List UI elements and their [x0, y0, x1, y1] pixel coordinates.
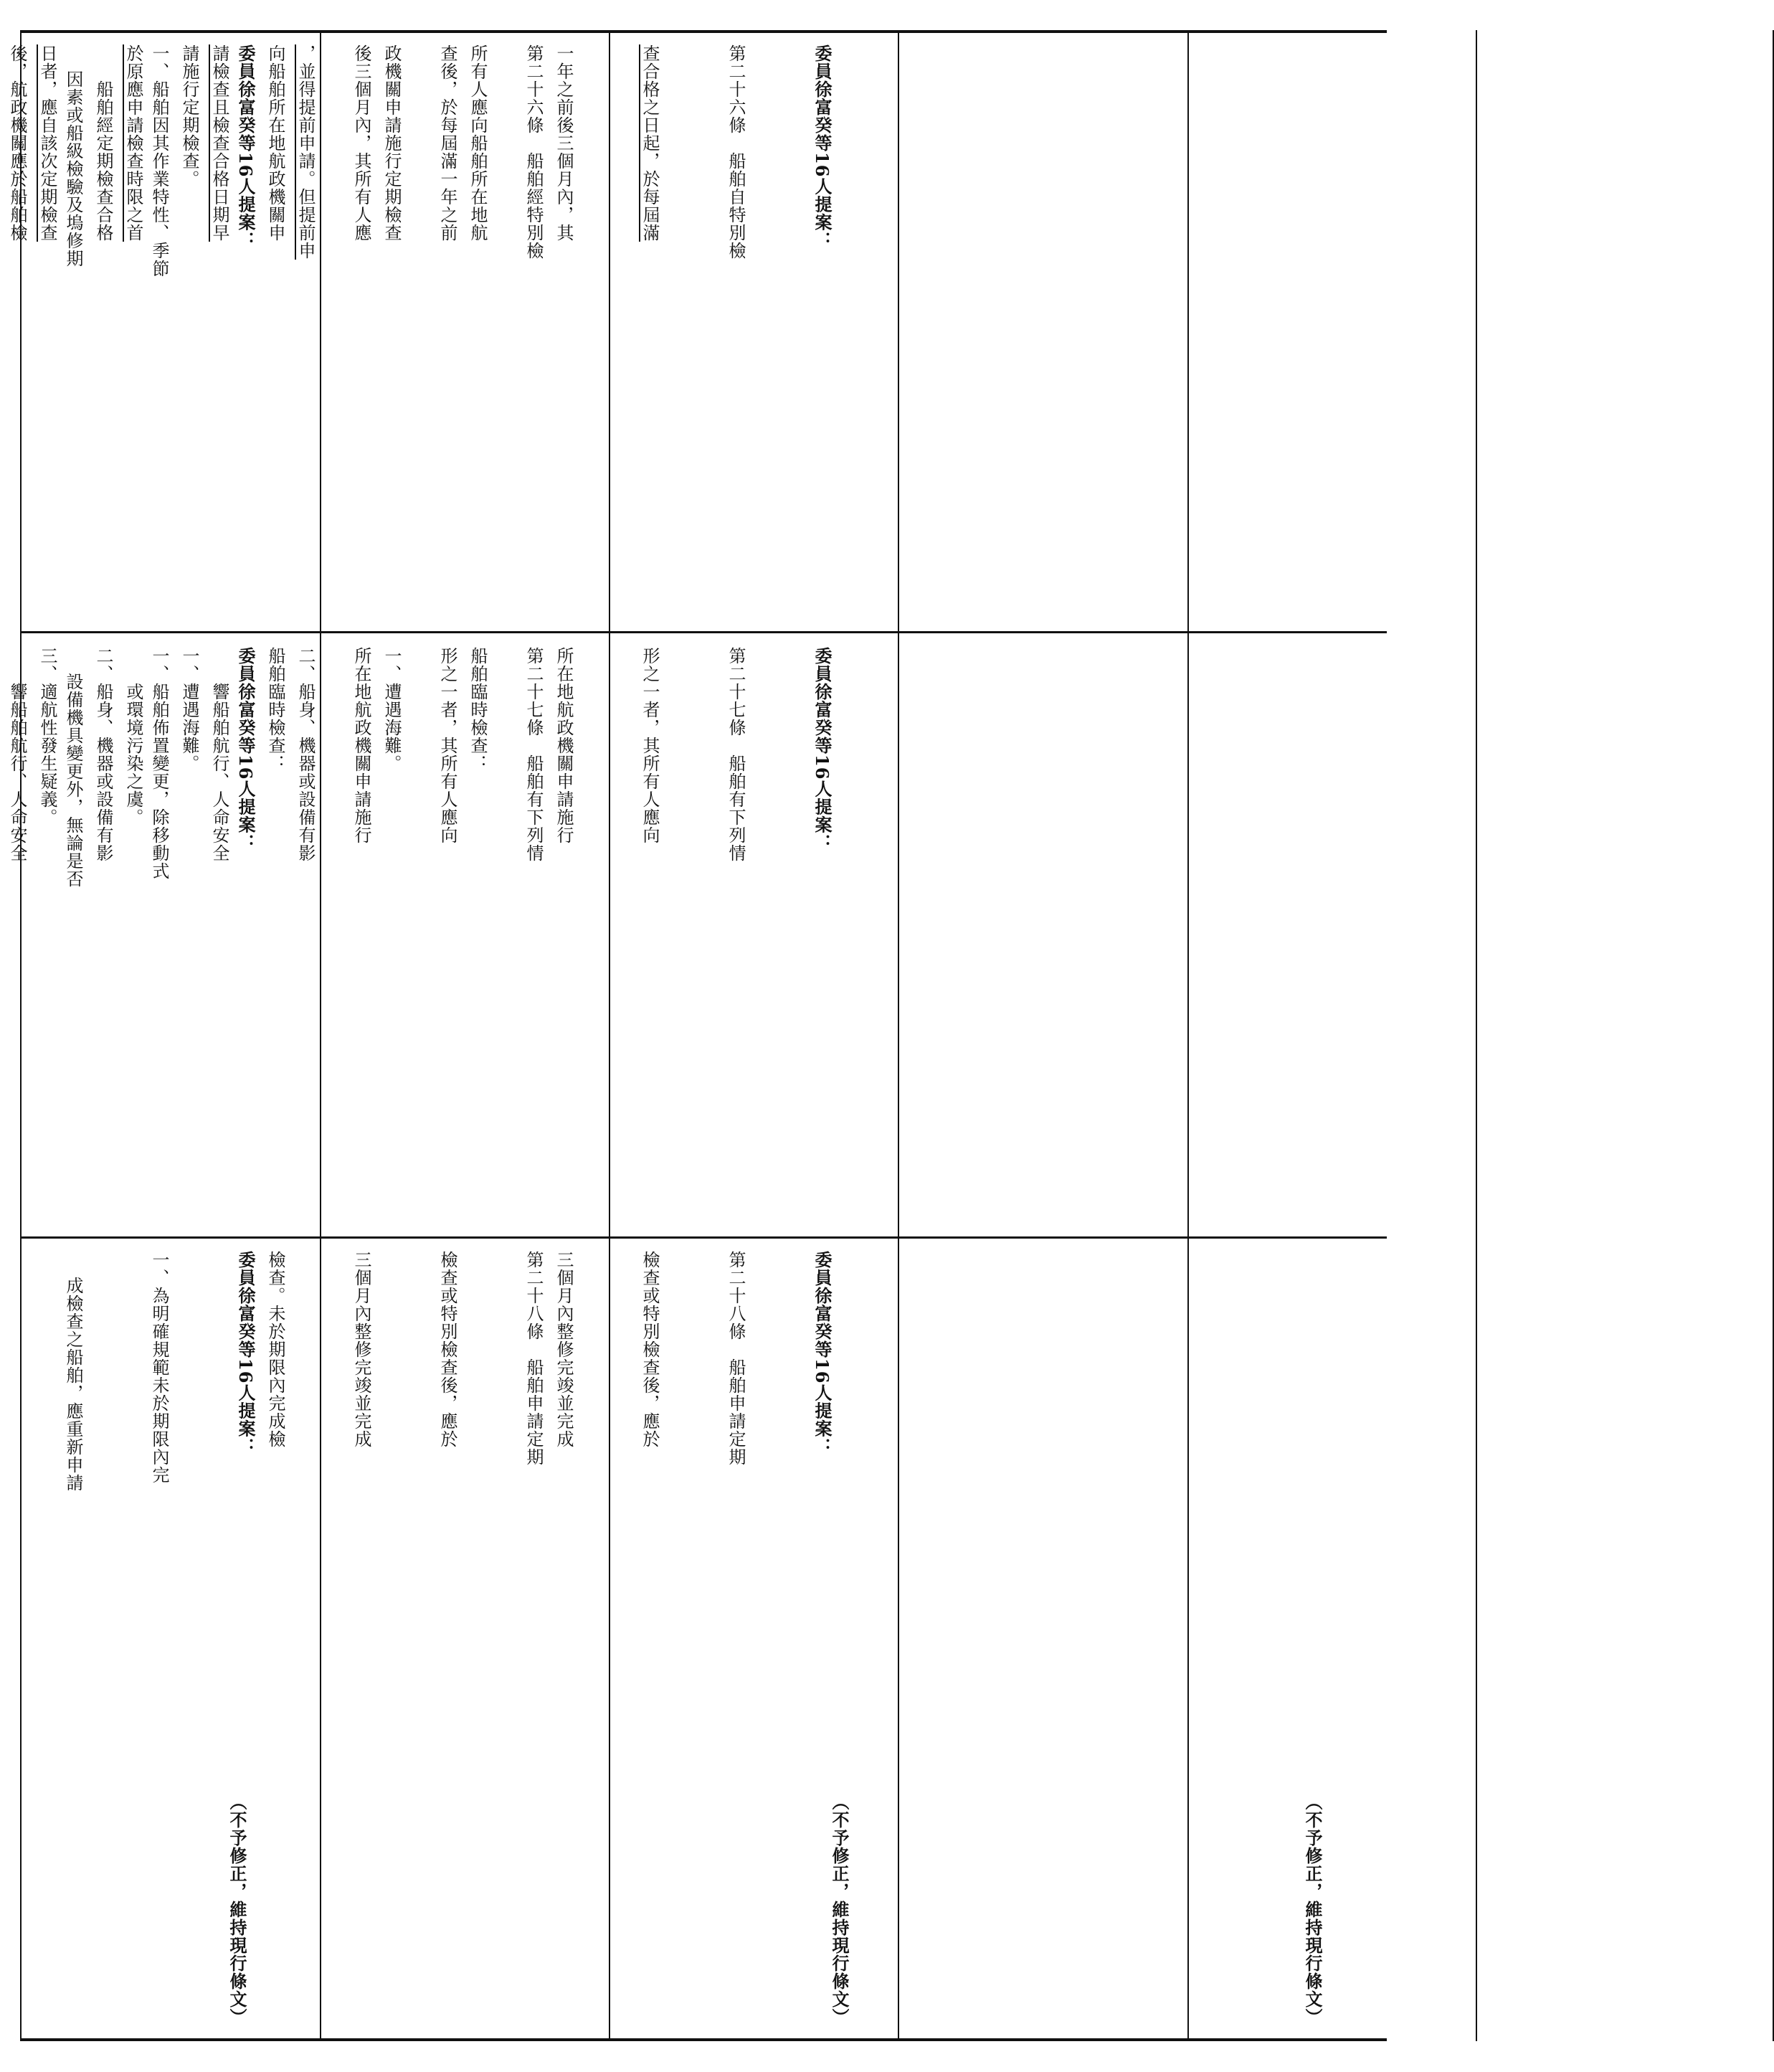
row2-current-line: 第二十七條 船舶有下列情 — [523, 647, 544, 862]
row2-reason-title: 委員徐富癸等16人提案： — [235, 647, 256, 852]
row2-proposal-title: 委員徐富癸等16人提案： — [812, 647, 833, 852]
row3-note-text: （不予修正，維持現行條文） — [1302, 1793, 1323, 2026]
row1-current-line: 後三個月內，其所有人應 — [351, 44, 371, 242]
row1-proposal-line: 第二十六條 船舶自特別檢 — [726, 44, 746, 260]
row1-current-line: 查後，於每屆滿一年之前 — [437, 44, 457, 242]
row1-proposal-line: 請檢查且檢查合格日期早 — [209, 44, 229, 242]
row2-proposal-line: 船舶臨時檢查： — [468, 647, 488, 772]
row3-proposal-line: 三個月內整修完竣並完成 — [554, 1251, 574, 1448]
row1-current-line: 向船舶所在地航政機關申 — [265, 44, 285, 242]
row2-current-line: 二、船身、機器或設備有影 — [93, 647, 113, 862]
row2-current-line: 形之一者，其所有人應向 — [437, 647, 457, 844]
row3-current-line: 檢查。未於期限內完成檢 — [265, 1251, 285, 1448]
row1-reason-line: 因素或船級檢驗及塢修期 — [63, 70, 83, 268]
row1-current-line: 第二十六條 船舶經特別檢 — [523, 44, 544, 260]
row2-proposal-line: 第二十七條 船舶有下列情 — [726, 647, 746, 862]
row3-proposal-line: 第二十八條 船舶申請定期 — [726, 1251, 746, 1466]
row1-current-line: 請施行定期檢查。 — [179, 44, 199, 188]
row2-current-line: 所在地航政機關申請施行 — [351, 647, 371, 844]
table-top-border — [20, 30, 1387, 33]
row1-proposal-title: 委員徐富癸等16人提案： — [812, 44, 833, 250]
row1-proposal-line: 政機關申請施行定期檢查 — [381, 44, 402, 242]
row1-note — [36, 1793, 308, 2030]
row2-proposal-line: 二、船身、機器或設備有影 — [295, 647, 316, 862]
row3-reason-line: 成檢查之船舶，應重新申請 — [63, 1277, 83, 1492]
row3-proposal-title: 委員徐富癸等16人提案： — [812, 1251, 833, 1456]
row2-proposal-line: 響船舶航行、人命安全 — [209, 647, 229, 862]
row2-proposal-line: 一、遭遇海難。 — [381, 647, 402, 772]
row2-proposal-line: 或環境污染之虞。 — [123, 647, 143, 826]
row2-reason-line: 一、船舶佈置變更，除移動式 — [149, 647, 169, 880]
row2-current-line: 一、遭遇海難。 — [179, 647, 199, 772]
row1-proposal-line: 一年之前後三個月內，其 — [554, 44, 574, 242]
row1-current-line: 船舶經定期檢查合格 — [93, 44, 113, 242]
row1-proposal-line: ，並得提前申請。但提前申 — [295, 44, 316, 260]
row2-reason-line: 設備機具變更外，無論是否 — [63, 673, 83, 888]
col-line-3 — [898, 30, 899, 2041]
row3-current-line: 檢查或特別檢查後，應於 — [437, 1251, 457, 1448]
table-bottom-border — [20, 2038, 1387, 2041]
row3-reason-line: 一、為明確規範未於期限內完 — [149, 1251, 169, 1484]
col-line-4 — [1187, 30, 1189, 2041]
row2-proposal-line: 三、適航性發生疑義。 — [37, 647, 57, 826]
row1-note-text: （不予修正，維持現行條文） — [227, 1793, 247, 2026]
row2-note — [638, 1793, 911, 2030]
row1-proposal-line: 於原應申請檢查時限之首 — [123, 44, 143, 242]
row3-reason-title: 委員徐富癸等16人提案： — [235, 1251, 256, 1456]
row3-note — [1241, 1793, 1384, 2030]
col-line-5 — [1476, 30, 1477, 2041]
row1-proposal-line: 所有人應向船舶所在地航 — [468, 44, 488, 242]
row1-proposal-line: 查合格之日起，於每屆滿 — [640, 44, 660, 242]
row3-current-line: 三個月內整修完竣並完成 — [351, 1251, 371, 1448]
row3-proposal-line: 檢查或特別檢查後，應於 — [640, 1251, 660, 1448]
row2-current-line: 船舶臨時檢查： — [265, 647, 285, 772]
row2-note-text: （不予修正，維持現行條文） — [829, 1793, 850, 2026]
comparison-table — [7, 30, 1387, 2041]
row3-reason-line — [0, 1251, 1, 2025]
row1-proposal-line: 日者，應自該次定期檢查 — [37, 44, 57, 242]
row-divider-2 — [20, 1236, 1387, 1239]
row2-proposal-line: 形之一者，其所有人應向 — [640, 647, 660, 844]
row1-reason-line: 一、船舶因其作業特性、季節 — [149, 44, 169, 278]
row-divider-1 — [20, 631, 1387, 633]
row2-current-line: 響船舶航行、人命安全 — [7, 647, 27, 862]
row3-current-line: 第二十八條 船舶申請定期 — [523, 1251, 544, 1466]
row2-proposal-line: 所在地航政機關申請施行 — [554, 647, 574, 844]
row1-current-line: 後，航政機關應於船舶檢 — [7, 44, 27, 242]
row1-reason-title: 委員徐富癸等16人提案： — [235, 44, 256, 250]
